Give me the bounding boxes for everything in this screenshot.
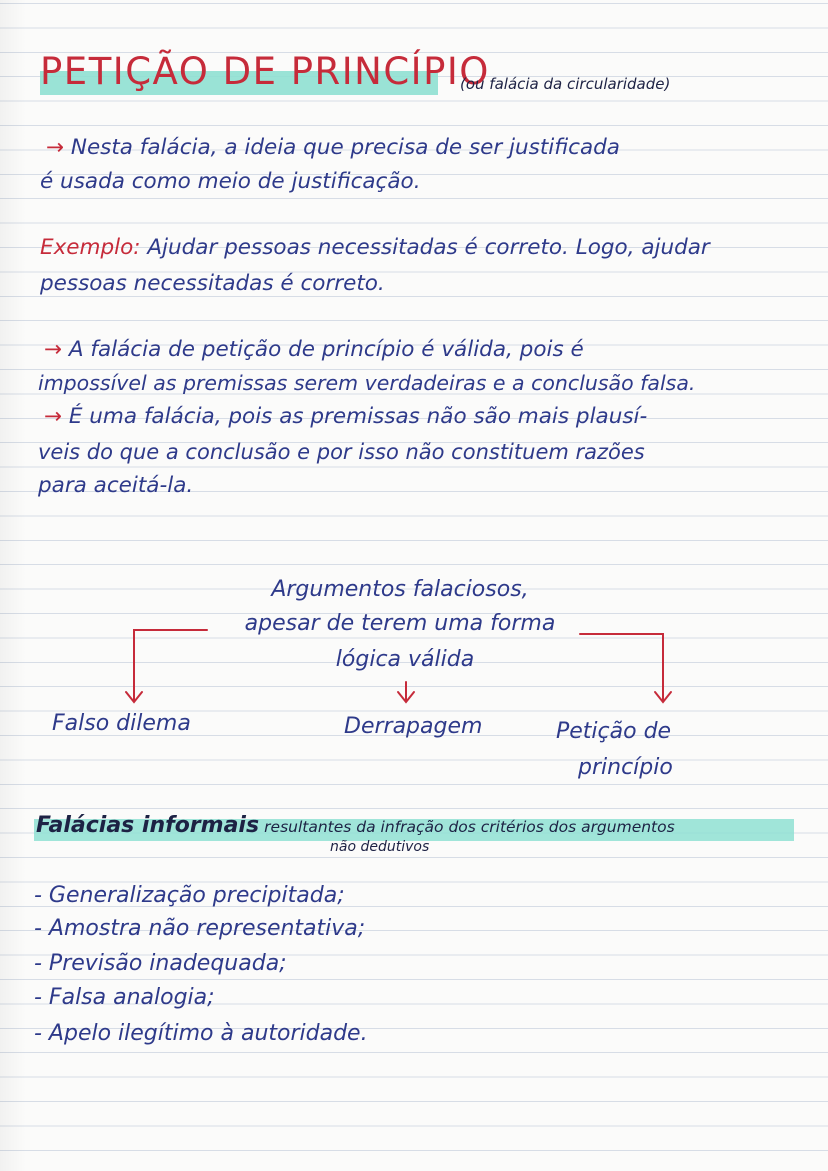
diagram-center-line-2: apesar de terem uma forma — [244, 611, 556, 636]
diagram-center-line-1: Argumentos falaciosos, — [271, 577, 529, 602]
page-title: PETIÇÃO DE PRINCÍPIO — [40, 50, 490, 93]
definition-line-2: é usada como meio de justificação. — [40, 169, 421, 194]
list-item: - Generalização precipitada; — [34, 883, 345, 908]
note-2-text-1: É uma falácia, pois as premissas não são mais plausí- — [68, 404, 648, 429]
note-1-line-2: impossível as premissas serem verdadeiras e a conclusão falsa. — [38, 371, 696, 395]
list-item: - Apelo ilegítimo à autoridade. — [34, 1021, 368, 1046]
right-connector — [580, 634, 663, 700]
branch-petition-line-1: Petição de — [556, 719, 672, 744]
informal-heading — [36, 814, 675, 838]
red-arrow-icon: → — [46, 135, 65, 160]
note-1-text-1: A falácia de petição de princípio é válida, pois é — [68, 337, 584, 362]
example-text-1: Ajudar pessoas necessitadas é correto. Logo, ajudar — [147, 235, 710, 260]
informal-heading-bold: Falácias informais — [36, 813, 260, 838]
branch-petition-line-2: princípio — [578, 755, 673, 780]
page-subtitle: (ou falácia da circularidade) — [460, 75, 671, 93]
left-connector — [134, 630, 207, 700]
example-label: Exemplo: — [40, 235, 141, 260]
note-2-line-3: para aceitá-la. — [38, 473, 194, 498]
list-item: - Previsão inadequada; — [34, 951, 287, 976]
list-item: - Amostra não representativa; — [34, 916, 366, 941]
definition-text-1: Nesta falácia, a ideia que precisa de ser justificada — [70, 135, 620, 160]
informal-heading-line-2: não dedutivos — [330, 839, 430, 855]
diagram-center-line-3: lógica válida — [335, 647, 475, 672]
branch-false-dilemma: Falso dilema — [52, 711, 191, 736]
informal-heading-rest: resultantes da infração dos critérios dos argumentos — [264, 818, 675, 836]
red-arrow-icon: → — [44, 404, 63, 429]
branch-slippery-slope: Derrapagem — [344, 714, 483, 739]
red-arrow-icon: → — [44, 337, 63, 362]
note-2-line-2: veis do que a conclusão e por isso não constituem razões — [38, 440, 645, 464]
list-item: - Falsa analogia; — [34, 985, 215, 1010]
example-line-2: pessoas necessitadas é correto. — [40, 271, 385, 296]
